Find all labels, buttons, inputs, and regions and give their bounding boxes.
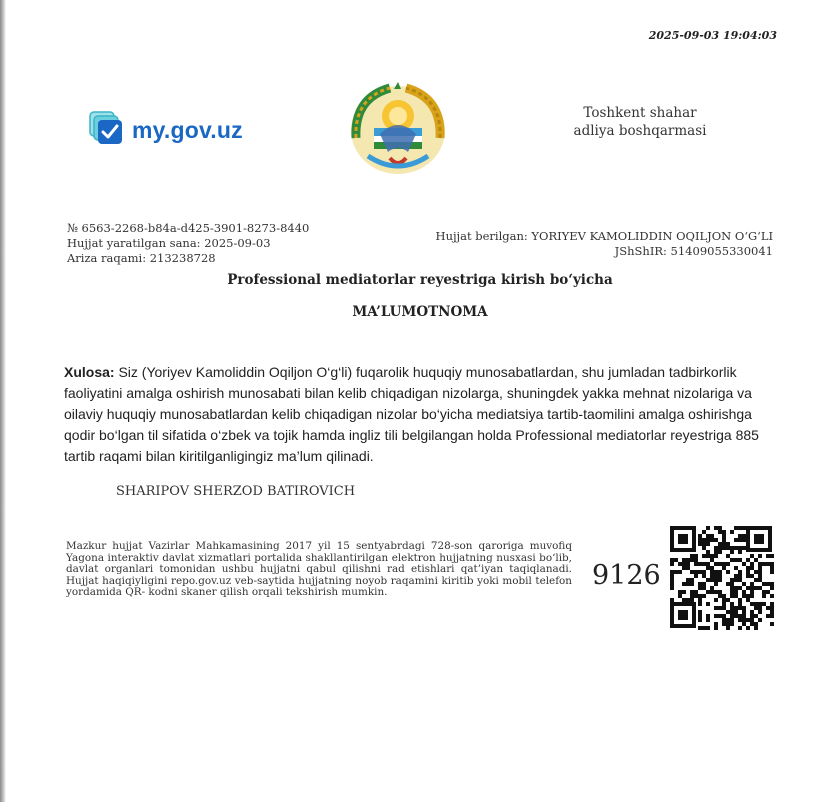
qr-module — [742, 610, 746, 614]
qr-module — [702, 626, 706, 630]
qr-module — [738, 614, 742, 618]
qr-module — [758, 610, 762, 614]
qr-module — [762, 582, 766, 586]
qr-module — [702, 586, 706, 590]
qr-module — [706, 614, 710, 618]
office-line-2: adliya boshqarmasi — [573, 123, 707, 139]
qr-module — [766, 582, 770, 586]
qr-module — [754, 578, 758, 582]
qr-module — [718, 574, 722, 578]
qr-module — [718, 530, 722, 534]
qr-module — [722, 602, 726, 606]
qr-module — [742, 582, 746, 586]
qr-module — [762, 594, 766, 598]
creation-date: Hujjat yaratilgan sana: 2025-09-03 — [67, 236, 271, 250]
qr-module — [742, 526, 746, 530]
qr-module — [730, 594, 734, 598]
qr-module — [678, 570, 682, 574]
qr-module — [706, 618, 710, 622]
qr-module — [690, 598, 694, 602]
conclusion-paragraph — [64, 362, 776, 467]
qr-module — [742, 534, 746, 538]
qr-module — [718, 562, 722, 566]
qr-module — [726, 626, 730, 630]
qr-module — [698, 598, 702, 602]
qr-module — [718, 570, 722, 574]
qr-module — [730, 606, 734, 610]
qr-module — [702, 594, 706, 598]
qr-module — [690, 570, 694, 574]
qr-module — [722, 534, 726, 538]
qr-module — [770, 622, 774, 626]
qr-module — [730, 610, 734, 614]
qr-module — [710, 558, 714, 562]
qr-module — [722, 614, 726, 618]
qr-module — [702, 530, 706, 534]
qr-module — [758, 570, 762, 574]
qr-module — [710, 570, 714, 574]
qr-module — [730, 602, 734, 606]
qr-module — [766, 562, 770, 566]
qr-module — [682, 598, 686, 602]
qr-module — [694, 562, 698, 566]
qr-module — [754, 622, 758, 626]
qr-module — [718, 546, 722, 550]
qr-module — [734, 590, 738, 594]
qr-module — [686, 566, 690, 570]
qr-module — [766, 554, 770, 558]
qr-module — [698, 594, 702, 598]
qr-module — [742, 606, 746, 610]
qr-module — [770, 562, 774, 566]
qr-module — [742, 614, 746, 618]
qr-module — [754, 614, 758, 618]
qr-module — [754, 558, 758, 562]
qr-module — [714, 606, 718, 610]
qr-module — [770, 554, 774, 558]
qr-module — [682, 590, 686, 594]
qr-module — [742, 538, 746, 542]
qr-module — [738, 574, 742, 578]
qr-module — [754, 626, 758, 630]
qr-module — [714, 574, 718, 578]
qr-module — [726, 554, 730, 558]
qr-module — [730, 582, 734, 586]
qr-module — [766, 606, 770, 610]
qr-module — [706, 562, 710, 566]
qr-module — [702, 542, 706, 546]
qr-module — [738, 586, 742, 590]
qr-module — [702, 562, 706, 566]
application-number: Ariza raqami: 213238728 — [67, 251, 216, 265]
qr-module — [746, 566, 750, 570]
qr-module — [714, 570, 718, 574]
page-left-edge — [0, 0, 6, 802]
qr-module — [682, 558, 686, 562]
qr-module — [714, 562, 718, 566]
qr-module — [722, 530, 726, 534]
qr-module — [670, 586, 674, 590]
conclusion-label: Xulosa: — [64, 364, 115, 380]
qr-module — [762, 602, 766, 606]
qr-module — [710, 578, 714, 582]
qr-module — [670, 574, 674, 578]
qr-module — [750, 590, 754, 594]
qr-module — [730, 586, 734, 590]
qr-module — [698, 538, 702, 542]
qr-module — [754, 606, 758, 610]
qr-module — [738, 546, 742, 550]
qr-module — [698, 542, 702, 546]
qr-module — [766, 590, 770, 594]
qr-module — [698, 610, 702, 614]
qr-module — [722, 538, 726, 542]
qr-module — [686, 562, 690, 566]
qr-module — [738, 618, 742, 622]
document-number: № 6563-2268-b84a-d425-3901-8273-8440 — [67, 221, 310, 235]
qr-module — [734, 566, 738, 570]
qr-module — [674, 558, 678, 562]
qr-module — [714, 626, 718, 630]
qr-module — [758, 562, 762, 566]
verification-code: 9126 — [592, 560, 661, 591]
qr-module — [722, 622, 726, 626]
qr-module — [722, 566, 726, 570]
qr-module — [690, 554, 694, 558]
document-timestamp: 2025-09-03 19:04:03 — [648, 29, 777, 42]
qr-module — [722, 618, 726, 622]
qr-module — [746, 598, 750, 602]
qr-module — [750, 566, 754, 570]
brand-logo — [88, 110, 243, 150]
issued-to: Hujjat berilgan: YORIYEV KAMOLIDDIN OQILJON O‘G‘LI — [435, 229, 773, 243]
qr-module — [754, 602, 758, 606]
conclusion-text: Siz (Yoriyev Kamoliddin Oqiljon O‘g‘li) fuqarolik huquqiy munosabatlardan, shu jumladan tadbirkorlik faoliyatini amalga oshirish munosabati bilan kelib chiqadigan nizolarga, shuningdek yakka mehnat nizolariga va oilaviy huquqiy munosabatlardan kelib chiqadigan nizolar bo‘yicha mediatsiya tartib-taomilini amalga oshirishga qodir bo‘lgan til sifatida o‘zbek va tojik hamda ingliz tili belgilangan holda Professional mediatorlar reyestriga 885 tartib raqami bilan kiritilganligingiz ma’lum qilinadi. — [64, 364, 759, 464]
qr-module — [698, 582, 702, 586]
qr-module — [706, 578, 710, 582]
qr-module — [698, 626, 702, 630]
qr-module — [726, 610, 730, 614]
qr-module — [714, 554, 718, 558]
qr-module — [718, 578, 722, 582]
qr-module — [734, 578, 738, 582]
qr-module — [698, 570, 702, 574]
qr-module — [702, 570, 706, 574]
qr-module — [702, 538, 706, 542]
qr-module — [750, 582, 754, 586]
qr-module — [718, 614, 722, 618]
qr-module — [738, 578, 742, 582]
qr-module — [742, 590, 746, 594]
qr-module — [738, 558, 742, 562]
qr-module — [718, 550, 722, 554]
document-meta-right — [436, 229, 773, 259]
qr-module — [686, 598, 690, 602]
qr-module — [694, 590, 698, 594]
qr-module — [670, 558, 674, 562]
qr-module — [730, 622, 734, 626]
qr-module — [710, 538, 714, 542]
qr-module — [702, 546, 706, 550]
qr-module — [746, 618, 750, 622]
qr-module — [754, 570, 758, 574]
qr-module — [718, 594, 722, 598]
qr-module — [706, 566, 710, 570]
qr-module — [710, 566, 714, 570]
qr-module — [694, 558, 698, 562]
qr-module — [734, 610, 738, 614]
qr-module — [714, 598, 718, 602]
qr-module — [714, 526, 718, 530]
qr-module — [750, 602, 754, 606]
qr-module — [686, 558, 690, 562]
qr-module — [670, 598, 674, 602]
qr-module — [770, 610, 774, 614]
qr-module — [670, 562, 674, 566]
qr-module — [758, 566, 762, 570]
qr-module — [706, 526, 710, 530]
qr-module — [738, 526, 742, 530]
qr-module — [710, 574, 714, 578]
qr-module — [698, 602, 702, 606]
qr-module — [706, 542, 710, 546]
qr-module — [714, 538, 718, 542]
qr-module — [730, 530, 734, 534]
qr-module — [690, 582, 694, 586]
qr-module — [754, 586, 758, 590]
qr-module — [702, 574, 706, 578]
qr-module — [706, 590, 710, 594]
document-title: MA’LUMOTNOMA — [352, 304, 488, 320]
qr-module — [710, 534, 714, 538]
qr-module — [770, 586, 774, 590]
qr-module — [690, 578, 694, 582]
qr-module — [726, 598, 730, 602]
qr-module — [730, 590, 734, 594]
qr-module — [734, 574, 738, 578]
qr-module — [734, 606, 738, 610]
qr-module — [770, 582, 774, 586]
qr-module — [702, 582, 706, 586]
qr-module — [742, 622, 746, 626]
qr-module — [750, 618, 754, 622]
qr-module — [746, 570, 750, 574]
qr-module — [738, 538, 742, 542]
qr-module — [738, 550, 742, 554]
qr-module — [722, 606, 726, 610]
qr-module — [770, 594, 774, 598]
qr-module — [750, 610, 754, 614]
qr-module — [734, 614, 738, 618]
qr-module — [746, 594, 750, 598]
qr-module — [718, 590, 722, 594]
qr-module — [750, 562, 754, 566]
qr-module — [750, 594, 754, 598]
qr-module — [698, 618, 702, 622]
qr-module — [726, 546, 730, 550]
qr-module — [738, 606, 742, 610]
qr-module — [734, 586, 738, 590]
qr-module — [730, 546, 734, 550]
qr-module — [690, 590, 694, 594]
qr-module — [718, 542, 722, 546]
qr-module — [678, 594, 682, 598]
qr-module — [766, 614, 770, 618]
qr-module — [726, 622, 730, 626]
qr-module — [710, 586, 714, 590]
qr-module — [734, 558, 738, 562]
qr-module — [738, 602, 742, 606]
qr-module — [758, 578, 762, 582]
qr-module — [750, 622, 754, 626]
qr-module — [722, 542, 726, 546]
qr-module — [698, 586, 702, 590]
qr-module — [770, 566, 774, 570]
qr-module — [678, 590, 682, 594]
qr-module — [734, 538, 738, 542]
qr-module — [706, 554, 710, 558]
qr-module — [738, 570, 742, 574]
qr-module — [730, 550, 734, 554]
qr-module — [722, 594, 726, 598]
qr-module — [770, 602, 774, 606]
qr-module — [694, 594, 698, 598]
qr-module — [714, 546, 718, 550]
qr-module — [682, 582, 686, 586]
qr-module — [722, 598, 726, 602]
qr-module — [758, 554, 762, 558]
qr-module — [714, 578, 718, 582]
qr-module — [758, 602, 762, 606]
qr-module — [694, 554, 698, 558]
qr-module — [734, 526, 738, 530]
qr-module — [670, 570, 674, 574]
qr-module — [682, 562, 686, 566]
qr-module — [750, 614, 754, 618]
state-emblem-icon — [346, 78, 450, 178]
qr-module — [726, 542, 730, 546]
qr-module — [726, 562, 730, 566]
issuing-office — [560, 104, 720, 140]
qr-module — [714, 550, 718, 554]
qr-module — [738, 534, 742, 538]
qr-module — [706, 550, 710, 554]
qr-module — [750, 586, 754, 590]
qr-module — [750, 554, 754, 558]
qr-module — [714, 590, 718, 594]
qr-module — [750, 574, 754, 578]
qr-module — [710, 554, 714, 558]
qr-module — [718, 526, 722, 530]
qr-module — [722, 546, 726, 550]
qr-module — [738, 626, 742, 630]
qr-module — [746, 586, 750, 590]
qr-module — [730, 614, 734, 618]
qr-module — [738, 598, 742, 602]
qr-module — [714, 622, 718, 626]
qr-module — [770, 606, 774, 610]
qr-module — [678, 562, 682, 566]
document-meta-left — [67, 221, 309, 266]
qr-module — [742, 546, 746, 550]
qr-module — [698, 614, 702, 618]
qr-module — [762, 590, 766, 594]
office-line-1: Toshkent shahar — [583, 105, 697, 121]
qr-module — [694, 574, 698, 578]
qr-module — [730, 578, 734, 582]
qr-module — [718, 606, 722, 610]
qr-module — [690, 594, 694, 598]
qr-module — [706, 538, 710, 542]
qr-module — [746, 626, 750, 630]
qr-module — [722, 562, 726, 566]
qr-module — [706, 602, 710, 606]
qr-module — [758, 574, 762, 578]
qr-module — [770, 570, 774, 574]
qr-module — [686, 578, 690, 582]
qr-module — [714, 582, 718, 586]
qr-module — [746, 558, 750, 562]
qr-module — [758, 586, 762, 590]
qr-module — [758, 618, 762, 622]
qr-module — [730, 618, 734, 622]
qr-module — [706, 626, 710, 630]
qr-module — [746, 574, 750, 578]
document-check-icon — [88, 110, 126, 150]
qr-module — [770, 614, 774, 618]
qr-module — [714, 614, 718, 618]
qr-module — [742, 618, 746, 622]
qr-module — [726, 618, 730, 622]
legal-footer-note: Mazkur hujjat Vazirlar Mahkamasining 2017 yil 15 sentyabrdagi 728-son qaroriga muvofiq Yagona interaktiv davlat xizmatlari portalida shakllantirilgan elektron hujjatning nusxasi bo‘lib, davlat organlari tomonidan ushbu hujjatni qabul qilishni rad etishlari qat’iyan taqiqlanadi. Hujjat haqiqiyligini repo.gov.uz veb-saytida hujjatning noyob raqamini kiritib yoki mobil telefon yordamida QR- kodni skaner qilish orqali tekshirish mumkin. — [66, 540, 572, 598]
qr-module — [762, 562, 766, 566]
qr-module — [734, 546, 738, 550]
qr-module — [670, 582, 674, 586]
qr-module — [686, 582, 690, 586]
qr-code-icon — [668, 524, 774, 630]
qr-module — [726, 582, 730, 586]
qr-module — [706, 534, 710, 538]
qr-module — [726, 570, 730, 574]
qr-module — [698, 534, 702, 538]
pinfl: JShShIR: 51409055330041 — [614, 244, 773, 258]
qr-module — [698, 562, 702, 566]
qr-module — [694, 570, 698, 574]
qr-module — [682, 566, 686, 570]
qr-module — [702, 554, 706, 558]
qr-module — [742, 594, 746, 598]
brand-name: my.gov.uz — [132, 116, 243, 143]
qr-module — [730, 558, 734, 562]
qr-module — [690, 558, 694, 562]
qr-module — [670, 578, 674, 582]
qr-module — [742, 562, 746, 566]
qr-module — [758, 606, 762, 610]
qr-module — [674, 570, 678, 574]
qr-module — [734, 594, 738, 598]
document-subtitle: Professional mediatorlar reyestriga kirish bo‘yicha — [227, 272, 613, 288]
qr-module — [710, 590, 714, 594]
signer-name: SHARIPOV SHERZOD BATIROVICH — [116, 484, 356, 499]
